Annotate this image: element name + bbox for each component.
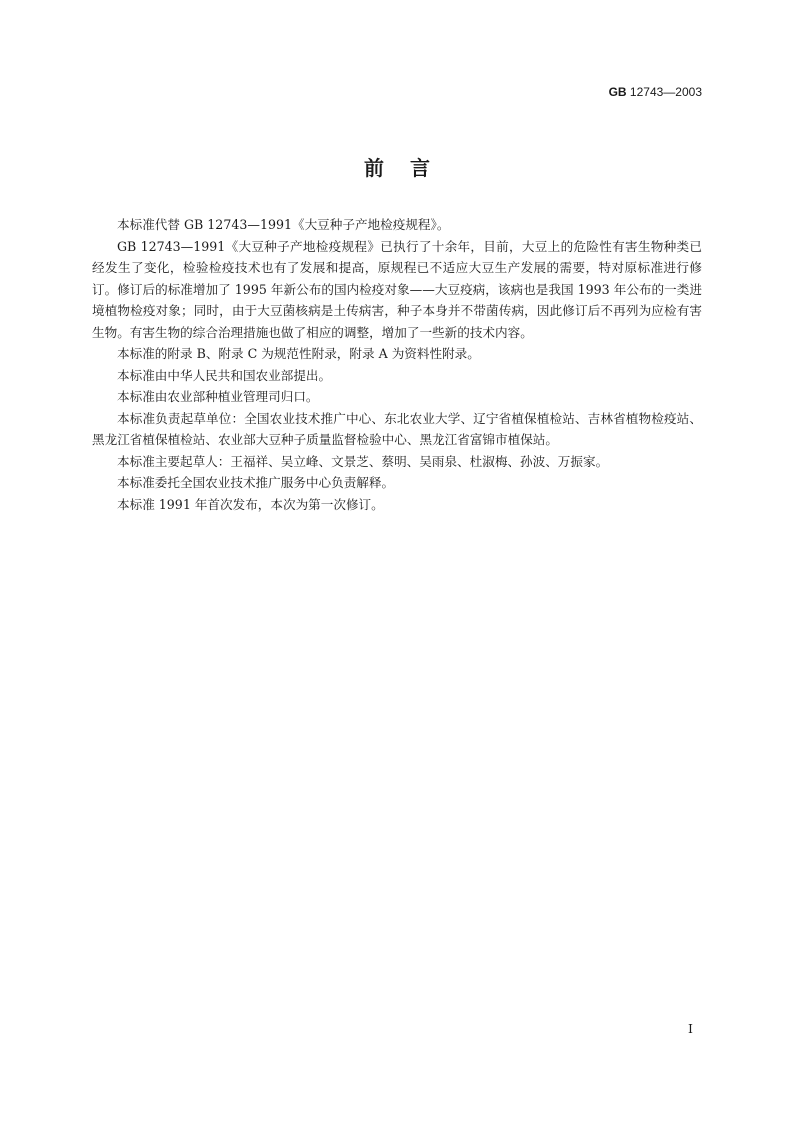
paragraph-9: 本标准 1991 年首次发布，本次为第一次修订。 — [117, 496, 384, 512]
page-title: 前言 — [364, 156, 456, 180]
paragraph-2: GB 12743—1991《大豆种子产地检疫规程》已执行了十余年，目前，大豆上的危险性有害生物种类已经发生了变化，检验检疫技术也有了发展和提高，原规程已不适应大豆生产发展的需要，特对原标准进行修订。修订后的标准增加了 1995 年新公布的国内检疫对象——大豆疫病，该病也是我国 1993 年公布的一类进境植物检疫对象；同时，由于大豆菌核病是土传病害，种子本身并不带菌传病，因此修订后不再列为应检有害生物。有害生物的综合治理措施也做了相应的调整，增加了一些新的技术内容。 — [92, 238, 702, 340]
paragraph-4: 本标准由中华人民共和国农业部提出。 — [117, 367, 332, 383]
paragraph-7: 本标准主要起草人：王福祥、吴立峰、文景芝、蔡明、吴雨泉、杜淑梅、孙波、万振家。 — [117, 453, 609, 469]
standard-code-prefix: GB — [608, 85, 627, 99]
standard-code — [609, 85, 702, 99]
paragraph-3: 本标准的附录 B、附录 C 为规范性附录，附录 A 为资料性附录。 — [117, 346, 480, 361]
paragraph-8: 本标准委托全国农业技术推广服务中心负责解释。 — [117, 475, 395, 490]
standard-code-number: 12743—2003 — [629, 85, 702, 99]
paragraph-6: 本标准负责起草单位：全国农业技术推广中心、东北农业大学、辽宁省植保植检站、吉林省植物检疫站、黑龙江省植保植检站、农业部大豆种子质量监督检验中心、黑龙江省富锦市植保站。 — [92, 410, 702, 447]
paragraph-1: 本标准代替 GB 12743—1991《大豆种子产地检疫规程》。 — [117, 217, 450, 232]
paragraph-5: 本标准由农业部种植业管理司归口。 — [117, 389, 319, 404]
page-number: I — [688, 1021, 693, 1036]
foreword-body — [92, 214, 702, 515]
